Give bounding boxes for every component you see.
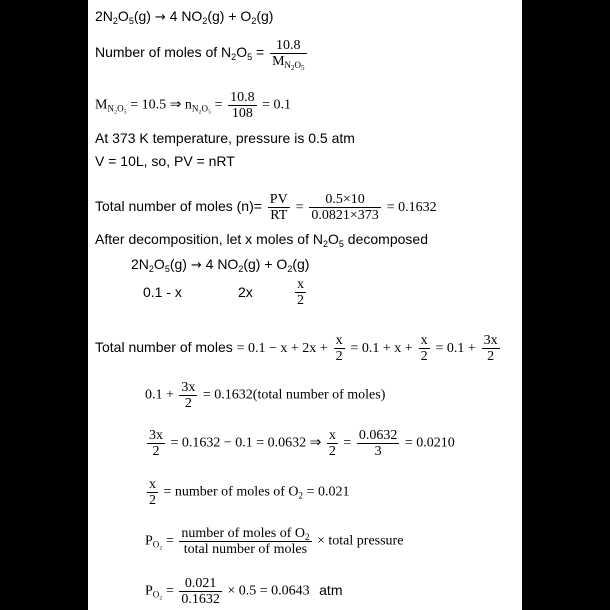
eq-sub: 2 xyxy=(238,264,244,274)
line-text: 0.1 + xyxy=(145,387,174,403)
eq-text: (g) xyxy=(133,8,151,24)
line-sub: 2 xyxy=(323,239,329,249)
line-text: = 10.5 ⇒ n xyxy=(126,97,192,113)
fraction-denominator: 2 xyxy=(152,444,160,459)
equation-line-11 xyxy=(145,380,385,411)
eq-text: (g) + O xyxy=(243,256,288,272)
fraction xyxy=(482,333,500,364)
fraction xyxy=(179,526,311,557)
fraction-numerator: PV xyxy=(269,192,288,207)
line-text: × 0.5 = 0.0643 xyxy=(227,583,310,599)
line-text: = number of moles of O xyxy=(163,484,299,500)
line-sub: N₂O₅ xyxy=(107,103,127,114)
line-text: O xyxy=(328,231,339,247)
equation-line-12 xyxy=(145,428,455,459)
num-sub: 2 xyxy=(305,532,310,542)
line-sub: O₂ xyxy=(152,539,163,550)
fraction-denominator: total number of moles xyxy=(183,542,308,557)
fraction-numerator: x xyxy=(328,428,336,443)
line-sub: 2 xyxy=(231,52,237,63)
fraction-denominator: 2 xyxy=(184,396,192,411)
equation-line-15 xyxy=(145,576,342,607)
fraction-numerator: 10.8 xyxy=(230,90,255,105)
line-text: = xyxy=(165,533,174,549)
fraction xyxy=(419,333,430,364)
fraction xyxy=(147,428,165,459)
eq-sub: 2 xyxy=(148,264,154,274)
line-text: = 0.1 + xyxy=(435,341,476,357)
fraction-denominator: 108 xyxy=(231,106,253,121)
fraction-denominator: 2 xyxy=(149,493,156,508)
fraction-numerator xyxy=(179,526,311,542)
moles-definition-line xyxy=(95,38,309,72)
line-text: decomposed xyxy=(343,231,428,247)
fraction-numerator: 0.5×10 xyxy=(309,192,380,208)
amounts-b: 2x xyxy=(238,284,253,300)
line-text: P xyxy=(145,533,153,549)
equation-line-13 xyxy=(145,477,349,508)
fraction-numerator: x xyxy=(297,277,304,292)
eq-sub: 5 xyxy=(128,16,134,26)
line-text: P xyxy=(145,583,153,599)
fraction xyxy=(357,428,400,459)
den-sub: O xyxy=(294,60,302,70)
line-text: = xyxy=(252,44,265,61)
eq-text: (g) xyxy=(169,256,187,272)
line-text: Total number of moles (n)= xyxy=(95,198,266,215)
fraction xyxy=(228,90,257,121)
line-sub: 2 xyxy=(298,490,304,501)
line-text: Number of moles of N xyxy=(95,44,232,61)
fraction-numerator: 3x xyxy=(149,428,163,443)
line-text: = 0.0210 xyxy=(404,435,455,451)
eq-text: O xyxy=(117,8,129,24)
amounts-c xyxy=(293,277,308,308)
fraction-numerator: 10.8 xyxy=(270,38,306,54)
eq-text: (g) xyxy=(292,256,310,272)
molar-mass-line xyxy=(95,90,291,121)
eq-sub: 2 xyxy=(287,264,293,274)
line-text: M xyxy=(95,97,108,113)
fraction-denominator: 2 xyxy=(487,349,495,364)
fraction-denominator: 0.1632 xyxy=(181,592,220,607)
reaction-arrow: → xyxy=(154,10,166,25)
den-sub: 2 xyxy=(291,64,295,72)
equation-line-14 xyxy=(145,526,403,557)
den-sub: 5 xyxy=(301,64,305,72)
fraction xyxy=(179,380,197,411)
fraction-denominator: 0.0821×373 xyxy=(311,208,379,223)
fraction xyxy=(309,192,380,223)
den-sub: N xyxy=(284,60,292,70)
fraction-denominator: RT xyxy=(270,208,288,223)
reaction-equation xyxy=(95,8,273,26)
eq-text: (g) + O xyxy=(207,8,252,24)
fraction-denominator xyxy=(270,54,306,72)
fraction xyxy=(179,576,222,607)
solution-sheet xyxy=(88,0,522,610)
fraction xyxy=(268,192,290,223)
fraction xyxy=(327,428,338,459)
line-text: = 0.1632(total number of moles) xyxy=(202,387,386,403)
line-text: = 0.1632 xyxy=(386,200,437,216)
fraction-numerator: 3x xyxy=(181,380,196,395)
fraction xyxy=(270,38,306,72)
eq-text: 4 NO xyxy=(205,256,239,272)
fraction-numerator: 3x xyxy=(483,333,498,348)
eq-text: O xyxy=(153,256,165,272)
den-text: M xyxy=(272,54,285,69)
fraction xyxy=(334,333,345,364)
num-text: number of moles of O xyxy=(181,526,305,541)
line-text: = 0.1 xyxy=(262,97,291,113)
fraction-denominator: 2 xyxy=(420,349,428,364)
eq-sub: 2 xyxy=(251,16,257,26)
line-text: = xyxy=(211,97,223,113)
line-text: = 0.021 xyxy=(303,484,350,500)
line-text: = xyxy=(295,200,304,216)
line-sub: N₂O₅ xyxy=(191,103,212,114)
line-text: Total number of moles xyxy=(95,339,233,356)
decomposition-line xyxy=(95,231,428,247)
line-text: × total pressure xyxy=(317,533,404,549)
unit-text: atm xyxy=(319,581,343,598)
line-text: After decomposition, let x moles of N xyxy=(95,231,323,247)
fraction-numerator: 0.021 xyxy=(179,576,222,592)
eq-sub: 2 xyxy=(112,16,118,26)
line-text: = xyxy=(343,435,352,451)
eq-sub: 5 xyxy=(164,264,170,274)
fraction-numerator: x xyxy=(335,333,343,348)
fraction-numerator: 0.0632 xyxy=(358,428,398,443)
fraction-denominator: 2 xyxy=(335,349,343,364)
line-text: = 0.1 + x + xyxy=(350,341,413,357)
eq-text: (g) xyxy=(256,8,274,24)
fraction-denominator: 3 xyxy=(374,444,382,459)
fraction-numerator: x xyxy=(149,477,156,492)
line-sub: O₂ xyxy=(152,589,163,600)
line-sub: 5 xyxy=(338,239,344,249)
eq-text: 2N xyxy=(131,256,149,272)
reaction-arrow: → xyxy=(190,258,202,273)
fraction-numerator: x xyxy=(420,333,428,348)
eq-sub: 2 xyxy=(202,16,208,26)
line-text: O xyxy=(236,44,248,61)
line-sub: 5 xyxy=(247,52,253,63)
line-text: = 0.1632 − 0.1 = 0.0632 ⇒ xyxy=(170,435,322,451)
total-moles-line xyxy=(95,192,437,223)
temperature-line: At 373 K temperature, pressure is 0.5 atm xyxy=(95,130,355,146)
fraction-denominator: 2 xyxy=(328,444,336,459)
line-text: = 0.1 − x + 2x + xyxy=(236,341,328,357)
line-text: = xyxy=(165,583,174,599)
reaction-equation-2 xyxy=(131,256,309,274)
fraction-denominator: 2 xyxy=(297,293,304,308)
eq-text: 2N xyxy=(95,8,113,24)
eq-text: 4 NO xyxy=(169,8,203,24)
fraction xyxy=(147,477,158,508)
fraction xyxy=(295,277,306,308)
ideal-gas-line: V = 10L, so, PV = nRT xyxy=(95,153,235,169)
amounts-a: 0.1 - x xyxy=(143,284,182,300)
total-moles-expression xyxy=(95,333,502,364)
